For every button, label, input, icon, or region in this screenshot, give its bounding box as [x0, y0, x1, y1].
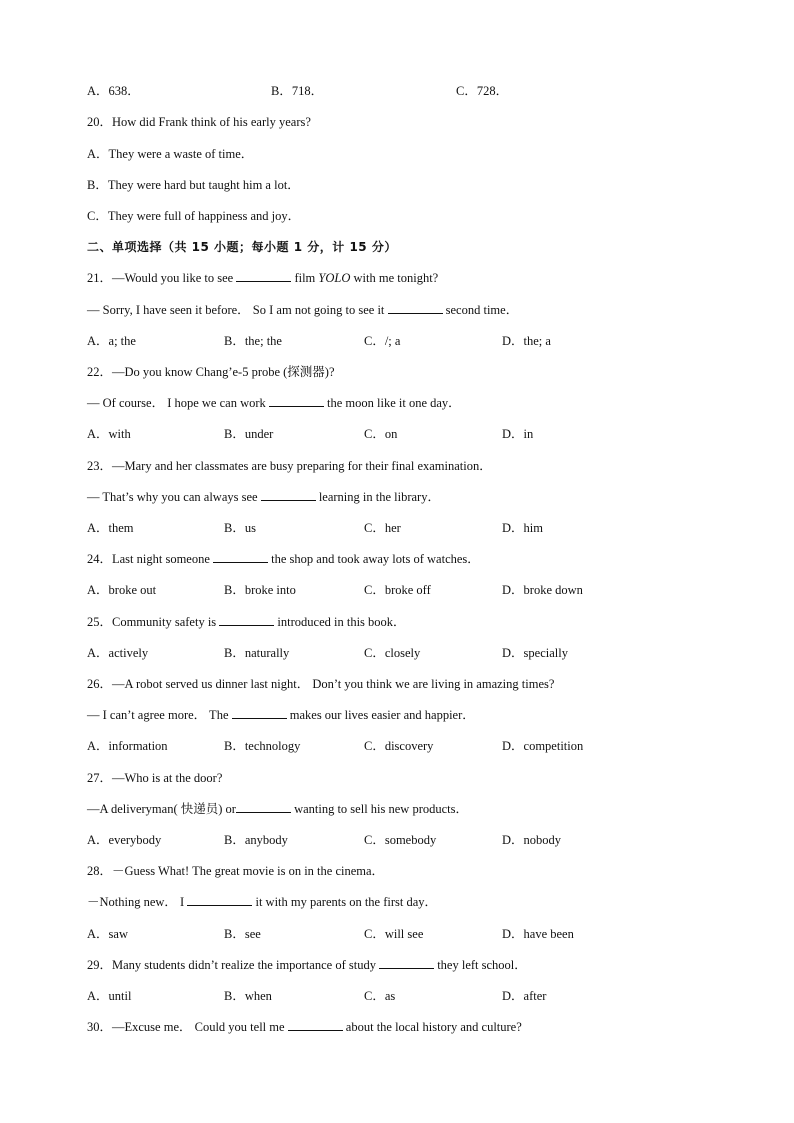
option-a: A．with [87, 427, 131, 441]
option-c: C．broke off [364, 583, 431, 597]
q22-line2 [87, 395, 461, 411]
answer-blank [213, 551, 268, 563]
q27-line2 [87, 801, 468, 817]
q26-line1: 26．—A robot served us dinner last night． Don’t you think we are living in amazing times? [87, 677, 555, 691]
option-b: B．naturally [224, 646, 290, 660]
q27-reply-post: wanting to sell his new products． [290, 802, 469, 816]
option-d: D．have been [502, 927, 574, 941]
q26-reply-pre: — I can’t agree more． The [87, 708, 232, 722]
q22-line1: 22．—Do you know Chang’e-5 probe (探测器)? [87, 365, 335, 379]
option-b: B．us [224, 521, 256, 535]
q29-text-post: they left school． [434, 958, 527, 972]
q22-options [87, 426, 727, 442]
option-a: A．saw [87, 927, 128, 941]
answer-blank [379, 957, 434, 969]
option-b: B．anybody [224, 833, 288, 847]
q21-reply-post: second time． [442, 303, 519, 317]
option-d: D．the; a [502, 334, 551, 348]
section-title: 二、单项选择（共 15 小题；每小题 1 分，计 15 分） [87, 240, 397, 254]
q29-line [87, 957, 527, 973]
option-c: C．her [364, 521, 401, 535]
answer-blank [388, 302, 443, 314]
q21-reply-pre: — Sorry, I have seen it before． So I am not going to see it [87, 303, 388, 317]
q22-reply-pre: — Of course． I hope we can work [87, 396, 269, 410]
answer-blank [232, 707, 287, 719]
q28-reply-pre: －Nothing new． I [87, 895, 188, 909]
q25-text-post: introduced in this book． [274, 615, 406, 629]
answer-blank [236, 270, 291, 282]
q29-options [87, 988, 727, 1004]
option-a: A．actively [87, 646, 149, 660]
answer-blank [269, 395, 324, 407]
option-d: D．nobody [502, 833, 562, 847]
q20-option-b: B．They were hard but taught him a lot． [87, 178, 300, 192]
q21-text-mid: film [291, 271, 319, 285]
option-c: C．on [364, 427, 398, 441]
option-b: B．718． [271, 84, 324, 98]
option-a: A．a; the [87, 334, 136, 348]
q24-text-pre: 24．Last night someone [87, 552, 214, 566]
option-c: C．will see [364, 927, 424, 941]
q24-text-post: the shop and took away lots of watches． [268, 552, 480, 566]
q25-options [87, 645, 727, 661]
q25-text-pre: 25．Community safety is [87, 615, 220, 629]
option-b: B．the; the [224, 334, 282, 348]
option-b: B．when [224, 989, 272, 1003]
q21-film-title: YOLO [318, 271, 351, 285]
q30-line [87, 1019, 522, 1035]
answer-blank [261, 489, 316, 501]
option-c: C．closely [364, 646, 421, 660]
q28-reply-post: it with my parents on the first day． [252, 895, 438, 909]
q23-line1: 23．—Mary and her classmates are busy preparing for their final examination． [87, 459, 492, 473]
q26-options [87, 738, 727, 754]
q30-text-pre: 30．—Excuse me． Could you tell me [87, 1020, 288, 1034]
q24-line [87, 551, 480, 567]
option-c: C．728． [456, 84, 509, 98]
q19-options [87, 83, 727, 99]
q24-options [87, 582, 727, 598]
option-b: B．under [224, 427, 274, 441]
option-d: D．in [502, 427, 534, 441]
q21-options [87, 333, 727, 349]
q21-line2 [87, 302, 518, 318]
q20-option-c: C．They were full of happiness and joy． [87, 209, 301, 223]
q27-reply-pre: —A deliveryman( 快递员) or [87, 802, 236, 816]
q27-options [87, 832, 727, 848]
option-d: D．after [502, 989, 547, 1003]
option-a: A．until [87, 989, 132, 1003]
option-d: D．broke down [502, 583, 583, 597]
q21-line1 [87, 270, 438, 286]
option-c: C．discovery [364, 739, 434, 753]
q23-options [87, 520, 727, 536]
q25-line [87, 614, 406, 630]
answer-blank [187, 894, 252, 906]
answer-blank [236, 801, 291, 813]
option-d: D．competition [502, 739, 584, 753]
option-a: A．broke out [87, 583, 157, 597]
answer-blank [219, 614, 274, 626]
option-b: B．technology [224, 739, 301, 753]
q26-line2 [87, 707, 475, 723]
q28-options [87, 926, 727, 942]
option-b: B．see [224, 927, 261, 941]
option-a: A．638． [87, 84, 140, 98]
q27-line1: 27．—Who is at the door? [87, 771, 223, 785]
q23-line2 [87, 489, 440, 505]
q20-question: 20．How did Frank think of his early years? [87, 115, 311, 129]
q23-reply-pre: — That’s why you can always see [87, 490, 261, 504]
option-c: C．/; a [364, 334, 401, 348]
q30-text-post: about the local history and culture? [342, 1020, 522, 1034]
q21-text-pre: 21．—Would you like to see [87, 271, 237, 285]
option-d: D．him [502, 521, 543, 535]
option-c: C．as [364, 989, 396, 1003]
option-a: A．everybody [87, 833, 162, 847]
q28-line1: 28．－Guess What! The great movie is on in the cinema． [87, 864, 385, 878]
q21-text-post: with me tonight? [350, 271, 439, 285]
option-a: A．information [87, 739, 168, 753]
option-b: B．broke into [224, 583, 296, 597]
option-c: C．somebody [364, 833, 437, 847]
option-d: D．specially [502, 646, 568, 660]
q20-option-a: A．They were a waste of time． [87, 147, 254, 161]
q28-line2 [87, 894, 437, 910]
q29-text-pre: 29．Many students didn’t realize the importance of study [87, 958, 380, 972]
q26-reply-post: makes our lives easier and happier． [286, 708, 475, 722]
q23-reply-post: learning in the library． [315, 490, 440, 504]
option-a: A．them [87, 521, 134, 535]
answer-blank [288, 1019, 343, 1031]
q22-reply-post: the moon like it one day． [323, 396, 461, 410]
